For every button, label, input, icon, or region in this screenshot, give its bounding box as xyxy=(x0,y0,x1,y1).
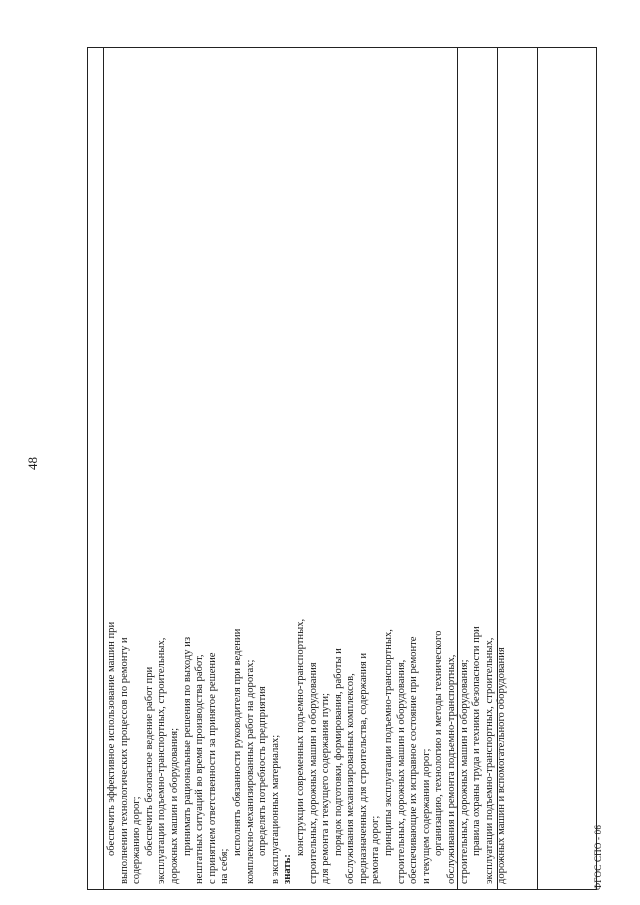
table-column-2 xyxy=(103,48,508,889)
content-line: эксплуатации подъемно-транспортных, строительных, xyxy=(483,637,495,884)
content-line: предназначенных для строительства, содержания и xyxy=(357,652,369,884)
table-column-5 xyxy=(537,48,598,889)
content-line: выполнении технологических процессов по ремонту и xyxy=(118,637,130,884)
content-line: ремонта дорог; xyxy=(370,815,382,884)
content-line: эксплуатации подъемно-транспортных, строительных, xyxy=(156,637,168,884)
content-line: с принятием ответственности за принятое решение xyxy=(206,652,218,884)
content-line: строительных, дорожных машин и оборудования xyxy=(307,662,319,884)
table-column-4 xyxy=(497,48,537,889)
content-line: обслуживания механизированных комплексов, xyxy=(345,673,357,884)
content-line: обеспечить эффективное использование машин при xyxy=(106,621,117,856)
content-line: конструкции современных подъемно-транспортных, xyxy=(294,618,306,856)
content-line: и текущем содержании дорог; xyxy=(420,748,432,884)
content-line: знать: xyxy=(282,854,294,884)
content-line: строительных, дорожных машин и оборудования; xyxy=(458,659,470,884)
content-line: комплексно-механизированных работ на дорогах; xyxy=(244,659,256,884)
content-line: содержанию дорог; xyxy=(131,796,143,884)
table-column-1 xyxy=(88,48,103,889)
content-line: строительных, дорожных машин и оборудования, xyxy=(395,659,407,884)
page-number: 48 xyxy=(25,457,40,470)
content-line: обеспечить безопасное ведение работ при xyxy=(143,666,155,856)
competency-table xyxy=(87,47,597,890)
content-line: правила охраны труда и техники безопасности при xyxy=(471,626,483,856)
content-line: исполнять обязанности руководителя при ведении xyxy=(231,628,243,856)
content-line: нештатных ситуаций во время производства работ, xyxy=(194,654,206,884)
content-line: на себя; xyxy=(219,848,231,884)
content-line: организацию, технологию и методы технического xyxy=(433,630,445,856)
table-column-3 xyxy=(457,48,497,889)
document-code: ФГОС СПО - 06 xyxy=(593,824,603,890)
content-line: принципы эксплуатации подъемно-транспортных, xyxy=(383,629,395,856)
content-line: порядок подготовки, формирования, работы и xyxy=(332,648,344,856)
content-line: дорожных машин и оборудования; xyxy=(168,727,180,884)
content-line: обслуживания и ремонта подъемно-транспортных, xyxy=(446,654,458,884)
content-line: определять потребность предприятия xyxy=(257,686,269,856)
content-line: в эксплуатационных материалах; xyxy=(269,734,281,884)
content-line: дорожных машин и вспомогательного оборудования xyxy=(496,647,508,884)
table-cell-content xyxy=(106,52,509,884)
content-line: для ремонта и текущего содержания пути; xyxy=(320,693,332,884)
content-line: обеспечивающие их исправное состояние при ремонте xyxy=(408,636,420,884)
content-line: принимать рациональные решения по выходу из xyxy=(181,636,193,856)
rotated-page xyxy=(10,18,620,890)
